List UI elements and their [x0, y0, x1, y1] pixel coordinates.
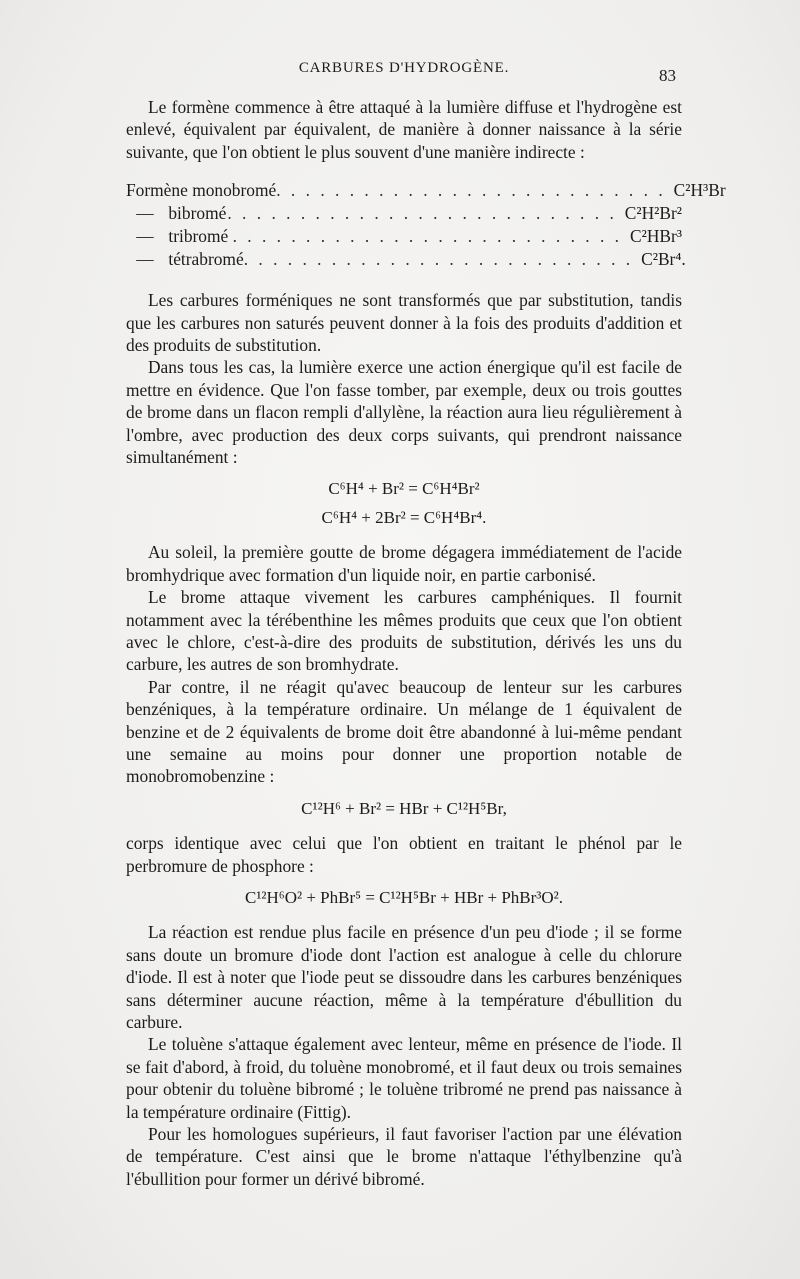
equation: C¹²H⁶ + Br² = HBr + C¹²H⁵Br,: [301, 798, 507, 818]
series-row: [126, 179, 726, 202]
equation-block: [126, 887, 682, 909]
equation-block: [126, 478, 682, 529]
series-formula: C²H³Br: [673, 180, 726, 201]
series-compound: tribromé: [168, 226, 229, 247]
series-row: [126, 225, 682, 248]
leader-dots: . . . . . . . . . . . . . . . . . . . . . . . . . . .: [276, 180, 666, 201]
paragraph-6: Par contre, il ne réagit qu'avec beaucoup de lenteur sur les carbures benzéniques, à la température ordinaire. Un mélange de 1 équivalent de benzine et de 2 équivalents de brome doit être abandonné à lui-même pendant une semaine au moins pour donner une proportion notable de monobromobenzine :: [126, 676, 682, 787]
series-prefix: Formène: [126, 180, 188, 201]
series-compound: monobromé: [192, 180, 277, 201]
series-formula: C²HBr³: [630, 226, 682, 247]
series-formula: C²Br⁴.: [641, 249, 686, 270]
series-prefix: —: [136, 226, 154, 247]
running-head: [126, 60, 682, 85]
paragraph-1: Le formène commence à être attaqué à la lumière diffuse et l'hydrogène est enlevé, équivalent par équivalent, de manière à donner naissance à la série suivante, que l'on obtient le plus souvent d'une manière indirecte :: [126, 97, 682, 162]
equation: C⁶H⁴ + 2Br² = C⁶H⁴Br⁴.: [321, 507, 487, 527]
paragraph-9: Le toluène s'attaque également avec lenteur, même en présence de l'iode. Il se fait d'abord, à froid, du toluène monobromé, et il faut deux ou trois semaines pour obtenir du toluène bibromé ; le toluène tribromé ne prend pas naissance à la température ordinaire (Fittig).: [126, 1034, 682, 1122]
paragraph-5: Le brome attaque vivement les carbures camphéniques. Il fournit notamment avec la térébenthine les mêmes produits que ceux que l'on obtient avec le chlore, c'est-à-dire des produits de substitution, dérivés les uns du carbure, les autres de son bromhydrate.: [126, 587, 682, 675]
paragraph-2: Les carbures forméniques ne sont transformés que par substitution, tandis que les carbures non saturés peuvent donner à la fois des produits d'addition et des produits de substitution.: [126, 290, 682, 356]
series-name: [126, 225, 233, 247]
series-name: [126, 248, 244, 270]
series-name: [126, 179, 276, 201]
equation: C¹²H⁶O² + PhBr⁵ = C¹²H⁵Br + HBr + PhBr³O².: [244, 887, 564, 907]
equation-block: [126, 798, 682, 820]
series-prefix: —: [136, 203, 154, 224]
equation: C⁶H⁴ + Br² = C⁶H⁴Br²: [328, 479, 480, 499]
paragraph-4: Au soleil, la première goutte de brome dégagera immédiatement de l'acide bromhydrique avec formation d'un liquide noir, en partie carbonisé.: [126, 542, 682, 585]
series-compound: bibromé: [168, 203, 227, 224]
running-title: CARBURES D'HYDROGÈNE.: [298, 60, 510, 76]
paragraph-8: La réaction est rendue plus facile en présence d'un peu d'iode ; il se forme sans doute un bromure d'iode dont l'action est analogue à celle du chlorure d'iode. Il est à noter que l'iode peut se dissoudre dans les carbures benzéniques sans déterminer aucune réaction, même à la température d'ébullition du carbure.: [126, 922, 682, 1032]
paragraph-3: Dans tous les cas, la lumière exerce une action énergique qu'il est facile de mettre en évidence. Que l'on fasse tomber, par exemple, deux ou trois gouttes de brome dans un flacon rempli d'allylène, la réaction aura lieu régulièrement à l'ombre, avec production des deux corps suivants, qui prendront naissance simultanément :: [126, 357, 682, 468]
series-row: [126, 248, 686, 271]
series-row: [126, 202, 682, 225]
series-formula: C²H²Br²: [624, 203, 682, 224]
bromination-series: [126, 179, 726, 271]
body-text: [126, 96, 726, 1190]
paragraph-10: Pour les homologues supérieurs, il faut favoriser l'action par une élévation de température. C'est ainsi que le brome n'attaque l'éthylbenzine qu'à l'ébullition pour former un dérivé bibromé.: [126, 1124, 682, 1189]
series-compound: tétrabromé: [168, 249, 244, 270]
page-number: 83: [659, 66, 676, 85]
leader-dots: . . . . . . . . . . . . . . . . . . . . . . . . . . .: [227, 203, 617, 224]
leader-dots: . . . . . . . . . . . . . . . . . . . . . . . . . . .: [232, 226, 623, 247]
paragraph-7: corps identique avec celui que l'on obtient en traitant le phénol par le perbromure de phosphore :: [126, 833, 682, 876]
leader-dots: . . . . . . . . . . . . . . . . . . . . . . . . . . .: [243, 249, 634, 270]
series-prefix: —: [136, 249, 154, 270]
series-name: [126, 202, 227, 224]
